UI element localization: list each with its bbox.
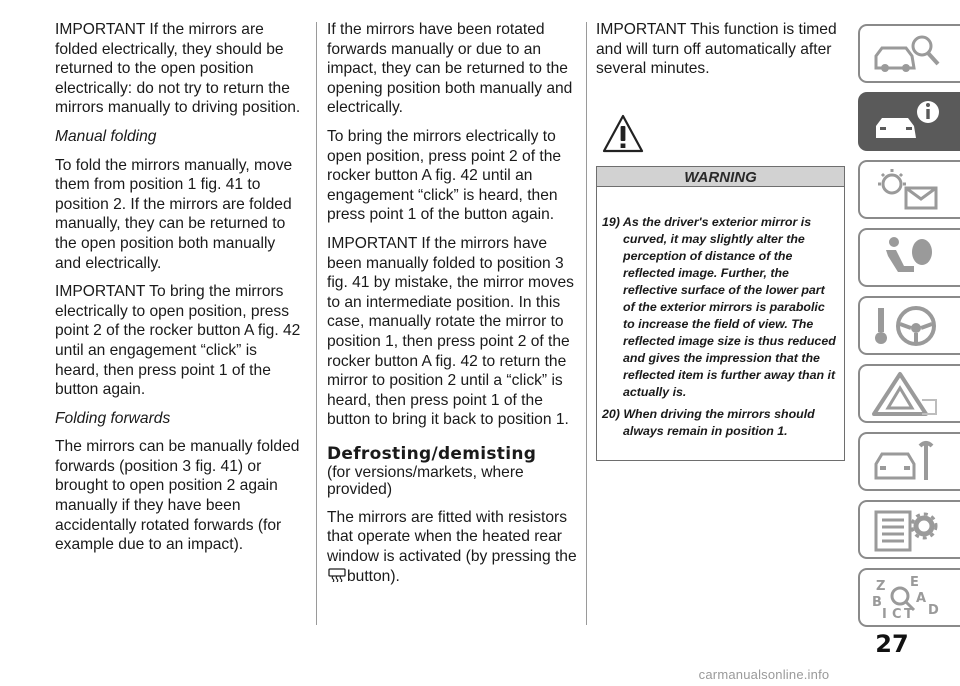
paragraph: The mirrors can be manually folded forwards (position 3 fig. 41) or brought to open position 2 again manually if they have been accidentally rotated forwards (for example due to an impact). (55, 438, 300, 554)
tab-index[interactable] (858, 568, 960, 627)
warning-list (597, 187, 844, 440)
paragraph: If the mirrors have been rotated forwards manually or due to an impact, they can be returned to the opening position both manually and electrically. (327, 21, 573, 117)
svg-text:A: A (916, 591, 927, 606)
paragraph: To bring the mirrors electrically to open position, press point 2 of the rocker button A fig. 42 until an engagement “click” is heard, then press point 1 of the button again. (327, 127, 562, 224)
svg-text:I: I (882, 607, 887, 622)
specifications-gear-icon (870, 506, 942, 554)
tab-warning-lights[interactable] (858, 160, 960, 219)
svg-text:E: E (910, 575, 919, 590)
subheading-manual-folding: Manual folding (55, 127, 157, 145)
tab-technical-specifications[interactable] (858, 500, 960, 559)
paragraph: To fold the mirrors manually, move them from position 1 fig. 41 to position 2. If the mirrors are folded manually, they can be returned to the open position both manually and electrically. (55, 156, 293, 272)
car-info-icon (870, 98, 942, 146)
warning-lights-icon (870, 166, 942, 214)
warning-heading: WARNING (597, 167, 844, 187)
svg-text:D: D (928, 603, 939, 618)
column-1 (55, 20, 305, 564)
svg-text:B: B (872, 595, 882, 610)
svg-text:Z: Z (876, 579, 886, 594)
key-steering-wheel-icon (870, 302, 942, 350)
car-search-icon (870, 30, 942, 78)
airbag-seat-icon (870, 234, 942, 282)
paragraph (327, 508, 579, 586)
paragraph: IMPORTANT This function is timed and will turn off automatically after several minutes. (596, 21, 837, 78)
watermark: carmanualsonline.info (698, 667, 830, 682)
alphabetical-index-icon (870, 574, 942, 622)
hazard-triangle-icon (870, 370, 942, 418)
tab-in-an-emergency[interactable] (858, 364, 960, 423)
text-span: The mirrors are fitted with resistors that operate when the heated rear window is activated (by pressing the (327, 508, 577, 566)
svg-text:C: C (892, 607, 902, 622)
paragraph: IMPORTANT If the mirrors have been manually folded to position 3 fig. 41 by mistake, the mirror moves to an intermediate position. In this case, manually rotate the mirror to position 1, then press point 2 of the rocker button A fig. 42 to return the mirror to position 2 until a “click” is heard, then press point 1 of the button to bring it back to position 1. (327, 234, 574, 429)
svg-text:T: T (904, 607, 913, 622)
tab-starting-and-driving[interactable] (858, 296, 960, 355)
car-tools-icon (870, 438, 942, 486)
tab-servicing-and-care[interactable] (858, 432, 960, 491)
paragraph: IMPORTANT If the mirrors are folded electrically, they should be returned to the open position electrically: do not try to return the mirrors manually to driving position. (55, 21, 301, 117)
warning-item: 19) As the driver's exterior mirror is curved, it may slightly alter the perception of distance of the reflected image. Further, the reflective surface of the lower part of the exterior mirrors is parabolic to increase the field of view. The reflected image size is thus reduced and gives the impression that the reflected item is further away than it actually is. (602, 215, 836, 399)
column-divider (586, 22, 587, 625)
chapter-tabs (858, 24, 960, 636)
tab-getting-to-know-instruments[interactable] (858, 92, 960, 151)
paragraph: IMPORTANT To bring the mirrors electrically to open position, press point 2 of the rocker button A fig. 42 until an engagement “click” is heard, then press point 1 of the button again. (55, 283, 301, 399)
section-subheading: (for versions/markets, where provided) (327, 463, 524, 498)
page-number: 27 (875, 630, 909, 658)
warning-item: 20) When driving the mirrors should always remain in position 1. (602, 407, 815, 438)
tab-knowing-the-car[interactable] (858, 24, 960, 83)
heated-rear-window-icon (328, 568, 346, 582)
text-span: button). (347, 567, 400, 585)
tab-safety[interactable] (858, 228, 960, 287)
warning-triangle-icon (602, 113, 644, 155)
section-heading-defrosting: Defrosting/demisting (327, 443, 537, 464)
warning-box (596, 166, 845, 461)
column-2 (327, 20, 579, 595)
subheading-folding-forwards: Folding forwards (55, 409, 171, 427)
column-divider (316, 22, 317, 625)
column-3 (596, 20, 848, 88)
